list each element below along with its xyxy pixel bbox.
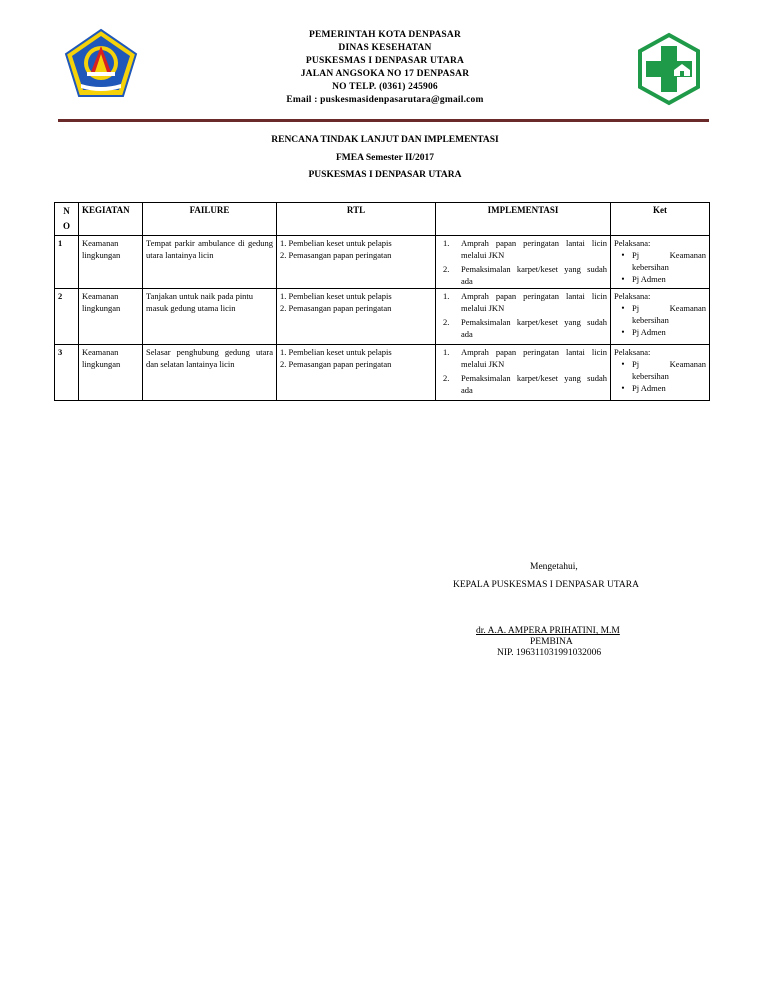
puskesmas-cross-icon [636,32,702,106]
ket-item [614,382,706,394]
row-ket [611,236,710,289]
ket-text [632,358,706,382]
row-failure: Selasar penghubung gedung utara dan selatan lantainya licin [143,345,277,401]
impl-number: 1. [443,291,450,301]
letterhead-line-2: DINAS KESEHATAN [338,43,432,53]
letterhead-rule [58,119,709,122]
ket-split [632,249,706,261]
letterhead-line-4: JALAN ANGSOKA NO 17 DENPASAR [300,69,470,79]
header-rtl: RTL [277,203,436,236]
impl-item [439,237,607,261]
impl-number: 1. [443,238,450,248]
ket-item [614,326,706,338]
ket-split [632,302,706,314]
header-failure: FAILURE [143,203,277,236]
impl-item [439,263,607,287]
bullet-icon: • [621,274,625,284]
row-no: 1 [55,236,79,289]
letterhead-line-1: PEMERINTAH KOTA DENPASAR [308,30,462,40]
ket-text [632,302,706,326]
ket-keamanan: Keamanan [669,303,706,313]
ket-pj: Pj [632,250,640,260]
rtl-table [54,202,710,401]
ket-list [614,358,706,394]
impl-number: 1. [443,347,450,357]
impl-text: Pemaksimalan karpet/keset yang sudah ada [461,317,607,339]
rtl-item: 1. Pembelian keset untuk pelapis [280,347,392,357]
bullet-icon: • [621,383,625,393]
impl-item [439,346,607,370]
ket-item [614,302,706,326]
bullet-icon: • [621,303,625,313]
table-row [55,345,710,401]
ket-item [614,358,706,382]
row-implementasi [436,289,611,345]
signature-nip: NIP. 196311031991032006 [497,648,602,658]
ket-item [614,273,706,285]
impl-item [439,372,607,396]
bullet-icon: • [621,327,625,337]
document-organization: PUSKESMAS I DENPASAR UTARA [308,170,462,180]
row-ket [611,345,710,401]
ket-text [632,249,706,273]
impl-number: 2. [443,264,450,274]
header-kegiatan: KEGIATAN [79,203,143,236]
bullet-icon: • [621,359,625,369]
header-no-bottom: O [62,221,70,231]
document-subtitle: FMEA Semester II/2017 [336,153,434,163]
signature-jabatan: KEPALA PUSKESMAS I DENPASAR UTARA [453,580,639,590]
impl-number: 2. [443,317,450,327]
table-header-row [55,203,710,236]
ket-list [614,249,706,285]
row-failure: Tempat parkir ambulance di gedung utara lantainya licin [143,236,277,289]
row-kegiatan: Keamanan lingkungan [79,289,143,345]
ket-keamanan: Keamanan [669,250,706,260]
impl-text: Pemaksimalan karpet/keset yang sudah ada [461,264,607,286]
impl-item [439,316,607,340]
header-no [55,203,79,236]
document-title: RENCANA TINDAK LANJUT DAN IMPLEMENTASI [271,135,499,145]
rtl-item: 2. Pemasangan papan peringatan [280,359,392,369]
ket-split [632,358,706,370]
impl-text: Amprah papan peringatan lantai licin melalui JKN [461,291,607,313]
bullet-icon: • [621,250,625,260]
ket-kebersihan: kebersihan [632,315,669,325]
ket-item [614,249,706,273]
row-no: 2 [55,289,79,345]
signature-pangkat: PEMBINA [530,637,573,647]
rtl-item: 1. Pembelian keset untuk pelapis [280,238,392,248]
letterhead-line-3: PUSKESMAS I DENPASAR UTARA [305,56,465,66]
ket-title: Pelaksana: [614,291,651,301]
row-rtl [277,289,436,345]
impl-text: Pemaksimalan karpet/keset yang sudah ada [461,373,607,395]
table-row [55,289,710,345]
row-implementasi [436,345,611,401]
impl-item [439,290,607,314]
header-no-top: N [63,206,70,216]
rtl-item: 1. Pembelian keset untuk pelapis [280,291,392,301]
signature-nama: dr. A.A. AMPERA PRIHATINI, M.M [476,626,620,636]
row-kegiatan: Keamanan lingkungan [79,345,143,401]
impl-text: Amprah papan peringatan lantai licin melalui JKN [461,238,607,260]
table-row [55,236,710,289]
rtl-item: 2. Pemasangan papan peringatan [280,303,392,313]
ket-admen: Pj Admen [632,383,666,393]
signature-mengetahui: Mengetahui, [530,562,578,572]
kota-denpasar-emblem-icon [63,28,139,100]
row-kegiatan: Keamanan lingkungan [79,236,143,289]
row-implementasi [436,236,611,289]
ket-title: Pelaksana: [614,347,651,357]
impl-number: 2. [443,373,450,383]
rtl-item: 2. Pemasangan papan peringatan [280,250,392,260]
ket-admen: Pj Admen [632,327,666,337]
ket-keamanan: Keamanan [669,359,706,369]
ket-kebersihan: kebersihan [632,262,669,272]
header-ket: Ket [611,203,710,236]
row-rtl [277,345,436,401]
row-no: 3 [55,345,79,401]
row-failure: Tanjakan untuk naik pada pintu masuk gedung utama licin [143,289,277,345]
row-rtl [277,236,436,289]
impl-text: Amprah papan peringatan lantai licin melalui JKN [461,347,607,369]
letterhead-line-5: NO TELP. (0361) 245906 [332,82,438,92]
ket-admen: Pj Admen [632,274,666,284]
ket-list [614,302,706,338]
letterhead-email: Email : puskesmasidenpasarutara@gmail.com [286,95,484,105]
ket-pj: Pj [632,359,640,369]
ket-pj: Pj [632,303,640,313]
ket-kebersihan: kebersihan [632,371,669,381]
ket-title: Pelaksana: [614,238,651,248]
letterhead [220,29,550,107]
header-implementasi: IMPLEMENTASI [436,203,611,236]
row-ket [611,289,710,345]
